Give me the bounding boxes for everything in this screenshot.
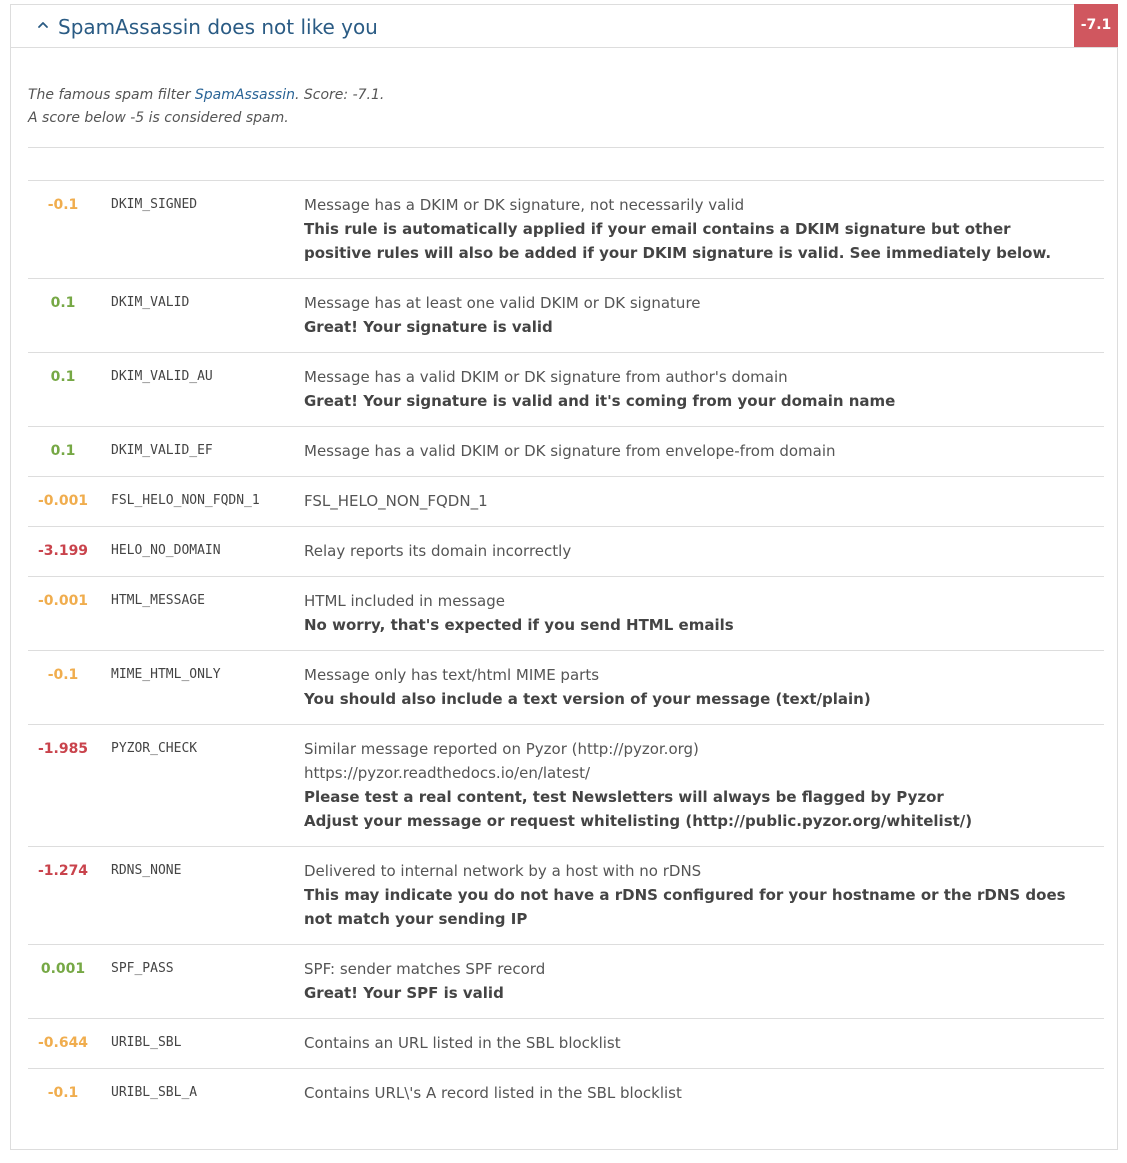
rule-row (28, 279, 1104, 353)
rule-advice: This rule is automatically applied if your email contains a DKIM signature but other positive rules will also be added if your DKIM signature is valid. See immediately below. (304, 220, 1052, 262)
rule-score: -0.001 (37, 593, 89, 609)
rule-name: SPF_PASS (111, 961, 174, 976)
intro-suffix: . Score: -7.1. (295, 87, 385, 103)
rule-description (304, 539, 1104, 563)
rule-row (28, 577, 1104, 651)
rule-score: -1.985 (37, 741, 89, 757)
intro-prefix: The famous spam filter (28, 87, 195, 103)
rule-row (28, 427, 1104, 477)
rule-advice: Please test a real content, test Newsletters will always be flagged by Pyzor (304, 788, 944, 806)
rule-score: -0.644 (37, 1035, 89, 1051)
rule-row (28, 1019, 1104, 1069)
rule-advice: Great! Your SPF is valid (304, 984, 504, 1002)
rule-description-line: Similar message reported on Pyzor (http://pyzor.org) (304, 740, 699, 758)
rule-row (28, 847, 1104, 945)
rule-row (28, 651, 1104, 725)
rule-name: URIBL_SBL (111, 1035, 182, 1050)
rule-score: -0.1 (47, 1085, 79, 1101)
rule-description-line: Contains URL\'s A record listed in the SBL blocklist (304, 1084, 682, 1102)
rule-description (304, 589, 1104, 637)
rule-name: PYZOR_CHECK (111, 741, 198, 756)
rule-name: MIME_HTML_ONLY (111, 667, 221, 682)
panel-title[interactable]: SpamAssassin does not like you (58, 15, 378, 39)
rule-description (304, 365, 1104, 413)
rule-row (28, 181, 1104, 279)
rule-row (28, 527, 1104, 577)
rule-row (28, 477, 1104, 527)
intro-line-1 (28, 84, 1104, 107)
rule-name: DKIM_VALID (111, 295, 190, 310)
rule-description-line: FSL_HELO_NON_FQDN_1 (304, 492, 488, 510)
rule-description-line: Message has a DKIM or DK signature, not necessarily valid (304, 196, 745, 214)
rule-description-line: Message has a valid DKIM or DK signature from envelope-from domain (304, 442, 836, 460)
intro-line-2: A score below -5 is considered spam. (28, 110, 289, 126)
rule-score: 0.001 (40, 961, 86, 977)
rule-score: 0.1 (50, 295, 76, 311)
panel-body (28, 48, 1104, 1118)
rule-description (304, 439, 1104, 463)
rule-description (304, 489, 1104, 513)
rule-advice: Great! Your signature is valid (304, 318, 553, 336)
rule-description-line: Contains an URL listed in the SBL blocklist (304, 1034, 621, 1052)
rule-advice: This may indicate you do not have a rDNS configured for your hostname or the rDNS does not match your sending IP (304, 886, 1066, 928)
rule-description-line: SPF: sender matches SPF record (304, 960, 546, 978)
spamassassin-panel (10, 4, 1118, 1150)
rule-name: HTML_MESSAGE (111, 593, 205, 608)
rule-name: RDNS_NONE (111, 863, 182, 878)
rule-advice: You should also include a text version of your message (text/plain) (304, 690, 871, 708)
rule-description (304, 663, 1104, 711)
rule-advice: No worry, that's expected if you send HTML emails (304, 616, 734, 634)
rule-row (28, 945, 1104, 1019)
rule-description (304, 291, 1104, 339)
rule-description (304, 859, 1104, 931)
rule-description-line: Message has a valid DKIM or DK signature from author's domain (304, 368, 788, 386)
rule-advice: Great! Your signature is valid and it's coming from your domain name (304, 392, 896, 410)
rule-score: -0.1 (47, 197, 79, 213)
rule-name: DKIM_SIGNED (111, 197, 198, 212)
rule-score: -0.001 (37, 493, 89, 509)
rule-score: 0.1 (50, 369, 76, 385)
panel-header[interactable] (11, 5, 1117, 48)
intro-text (28, 84, 1104, 130)
rule-row (28, 353, 1104, 427)
rule-description (304, 1031, 1104, 1055)
rule-name: DKIM_VALID_EF (111, 443, 213, 458)
rule-row (28, 1069, 1104, 1118)
divider (28, 147, 1104, 148)
rule-name: HELO_NO_DOMAIN (111, 543, 221, 558)
rule-description-line: Relay reports its domain incorrectly (304, 542, 572, 560)
rule-name: FSL_HELO_NON_FQDN_1 (111, 493, 260, 508)
score-badge: -7.1 (1074, 4, 1118, 47)
rules-table (28, 180, 1104, 1118)
rule-score: 0.1 (50, 443, 76, 459)
rule-description-line: Message only has text/html MIME parts (304, 666, 600, 684)
rule-description-line: HTML included in message (304, 592, 505, 610)
rule-description-line: Delivered to internal network by a host with no rDNS (304, 862, 702, 880)
rule-description (304, 957, 1104, 1005)
rule-score: -0.1 (47, 667, 79, 683)
rule-description (304, 737, 1104, 833)
rule-row (28, 725, 1104, 847)
rule-score: -1.274 (37, 863, 89, 879)
rule-description-line: Message has at least one valid DKIM or DK signature (304, 294, 701, 312)
rule-description-line: https://pyzor.readthedocs.io/en/latest/ (304, 764, 591, 782)
rule-description (304, 193, 1104, 265)
spamassassin-link[interactable]: SpamAssassin (194, 87, 295, 103)
rule-score: -3.199 (37, 543, 89, 559)
rule-advice: Adjust your message or request whitelisting (http://public.pyzor.org/whitelist/) (304, 812, 973, 830)
rule-name: URIBL_SBL_A (111, 1085, 198, 1100)
chevron-up-icon[interactable] (37, 19, 49, 31)
rule-description (304, 1081, 1104, 1105)
rule-name: DKIM_VALID_AU (111, 369, 213, 384)
